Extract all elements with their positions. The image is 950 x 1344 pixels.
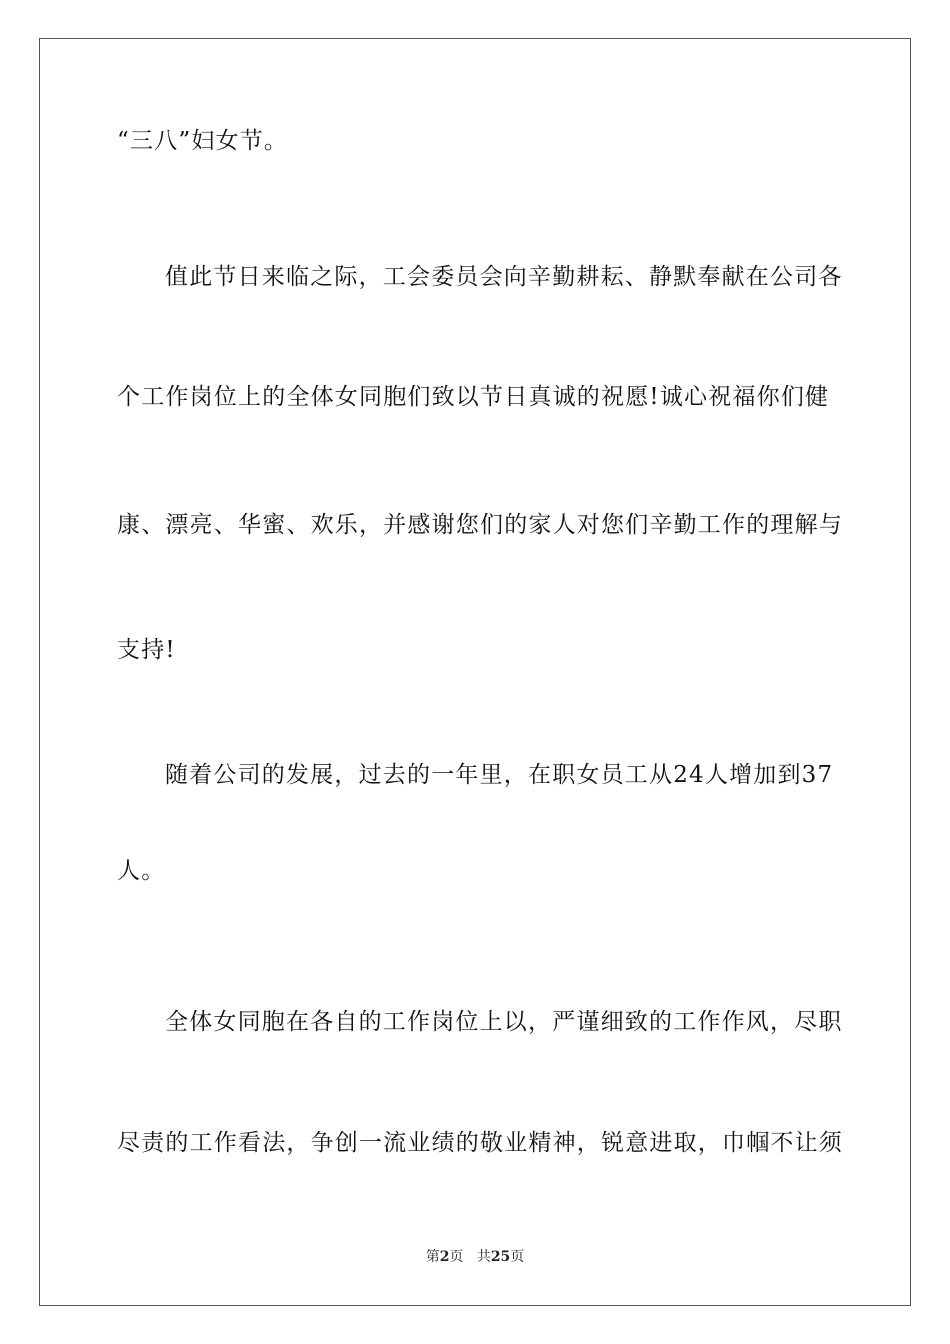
page-footer: [0, 1246, 950, 1266]
page-prefix: 第: [425, 1249, 440, 1265]
text-line-6: 随着公司的发展，过去的一年里，在职女员工从24人增加到37: [165, 762, 834, 788]
text-line-7: 人。: [117, 858, 166, 884]
text-line-4: 康、漂亮、华蜜、欢乐，并感谢您们的家人对您们辛勤工作的理解与: [117, 512, 843, 538]
text-line-1: “三八”妇女节。: [117, 128, 289, 154]
text-line-3: 个工作岗位上的全体女同胞们致以节日真诚的祝愿!诚心祝福你们健: [117, 384, 830, 410]
text-line-9: 尽责的工作看法，争创一流业绩的敬业精神，锐意进取，巾帼不让须: [117, 1130, 843, 1156]
text-line-5: 支持!: [117, 637, 176, 663]
total-prefix: 共: [476, 1249, 491, 1265]
page-number: 2: [439, 1249, 450, 1265]
total-pages: 25: [490, 1249, 511, 1265]
page-border: [39, 38, 911, 1306]
page-suffix: 页: [449, 1249, 464, 1265]
total-suffix: 页: [510, 1249, 525, 1265]
text-line-2: 值此节日来临之际，工会委员会向辛勤耕耘、静默奉献在公司各: [165, 264, 843, 290]
text-line-8: 全体女同胞在各自的工作岗位上以，严谨细致的工作作风，尽职: [165, 1009, 843, 1035]
